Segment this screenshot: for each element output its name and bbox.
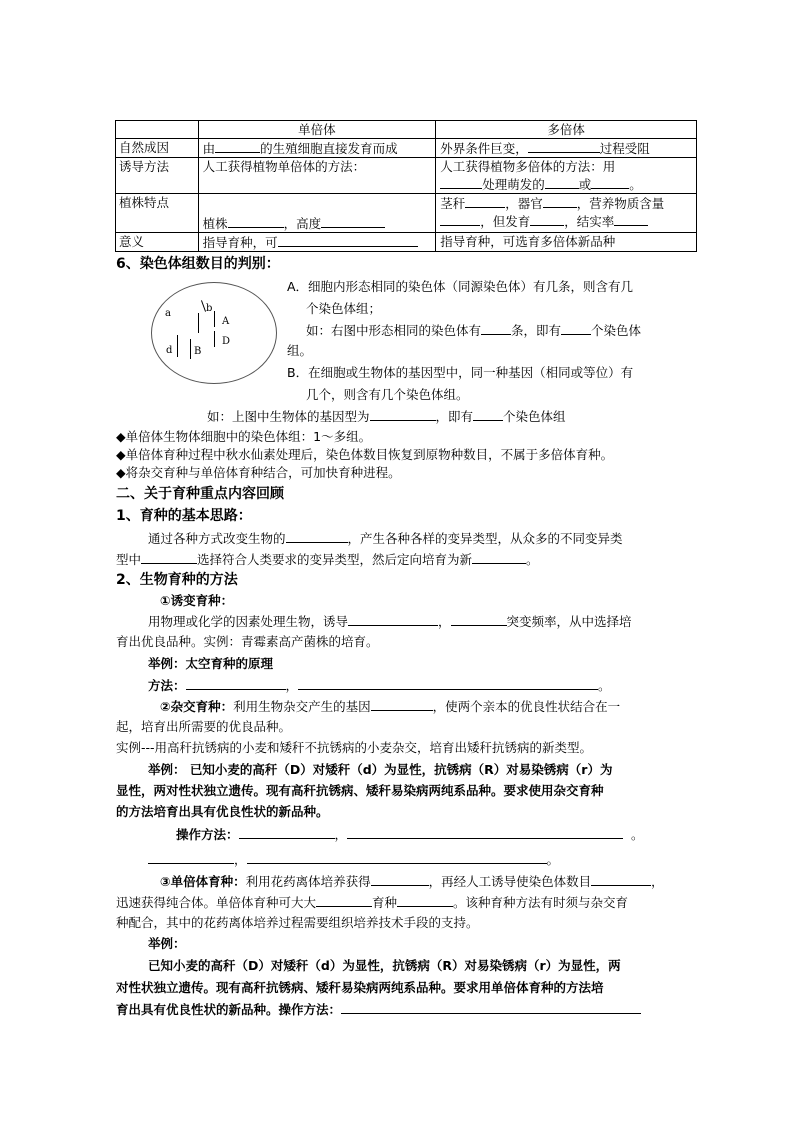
blank-line [247, 850, 547, 864]
blank-line [528, 139, 600, 153]
table-row [116, 194, 697, 233]
example-2-line: 的方法培育出具有优良性状的新品种。 [116, 804, 329, 819]
blank-line [371, 872, 429, 886]
blank-line [440, 212, 480, 226]
chromosome-A [214, 311, 215, 327]
blank-line [278, 233, 418, 247]
example-2-operation-cont: ， 。 [148, 850, 559, 869]
table-header-cell: 单倍体 [198, 121, 436, 139]
table-header-row [116, 121, 697, 139]
table-row [116, 233, 697, 252]
blank-line [481, 321, 511, 335]
blank-line [215, 139, 260, 153]
paragraph-line: 实例---用高秆抗锈病的小麦和矮秆不抗锈病的小麦杂交，培育出矮秆抗锈病的新类型。 [116, 740, 593, 755]
table-cell: 人工获得植物单倍体的方法： [198, 158, 436, 194]
label-d: d [166, 345, 173, 356]
genotype-example: 如：上图中生物体的基因型为 ，即有 个染色体组 [207, 409, 566, 424]
blank-line [561, 321, 591, 335]
blank-line [397, 893, 453, 907]
paragraph-line: 种配合，其中的花药离体培养过程需要组织培养技术手段的支持。 [116, 915, 479, 930]
rule-b-line2: 几个，则含有几个染色体组。 [306, 387, 469, 402]
note-2: ◆单倍体育种过程中秋水仙素处理后，染色体数目恢复到原物种数目，不属于多倍体育种。 [116, 447, 614, 462]
row-label: 植株特点 [116, 194, 199, 233]
haploid-polyploid-table [115, 120, 697, 252]
paragraph-line: 育出优良品种。实例：青霉素高产菌株的培育。 [116, 634, 379, 649]
table-cell: 茎秆 ，器官 ，营养物质含量 ，但发育 ，结实率 [436, 194, 697, 233]
table-header-cell: 多倍体 [436, 121, 697, 139]
table-header-cell [116, 121, 199, 139]
paragraph-line: 起，培育出所需要的优良品种。 [116, 719, 292, 734]
blank-line [286, 529, 348, 543]
row-label: 意义 [116, 233, 199, 252]
example-2-line: 显性，两对性状独立遗传。现有高秆抗锈病、矮秆易染病两纯系品种。要求使用杂交育种 [116, 783, 604, 798]
method-2-line: ②杂交育种：利用生物杂交产生的基因 ，使两个亲本的优良性状结合在一 [160, 699, 621, 714]
table-cell: 外界条件巨变， 过程受阻 [436, 139, 697, 158]
label-D: D [222, 336, 231, 347]
example-2-operation: 操作方法： ， 。 [176, 827, 644, 842]
example-1-title: 举例：太空育种的原理 [148, 656, 274, 671]
label-a: a [165, 308, 171, 319]
section-6-title: 6、染色体组数目的判别： [116, 256, 280, 272]
chromosome-B [190, 339, 191, 359]
blank-line [316, 893, 372, 907]
label-A: A [222, 316, 230, 327]
paragraph-line: 迅速获得纯合体。单倍体育种可大大 育种 。该种育种方法有时须与杂交育 [116, 895, 629, 910]
method-1-title: ①诱变育种： [160, 593, 234, 608]
blank-line [321, 214, 385, 228]
label-b: b [206, 303, 213, 314]
blank-line [239, 825, 335, 839]
example-2-line: 举例： 已知小麦的高秆（D）对矮秆（d）为显性，抗锈病（R）对易染锈病（r）为 [148, 762, 613, 777]
rule-a-example: 如：右图中形态相同的染色体有 条，即有 个染色体 [306, 323, 642, 338]
subsection-1-title: 1、育种的基本思路： [116, 508, 252, 524]
cell-diagram [151, 282, 277, 384]
chromosome-d [177, 335, 178, 357]
table-row [116, 139, 697, 158]
subsection-2-title: 2、生物育种的方法 [116, 572, 238, 588]
example-1-method: 方法： ， 。 [148, 678, 611, 693]
note-3: ◆将杂交育种与单倍体育种结合，可加快育种进程。 [116, 465, 401, 480]
table-cell: 植株 ，高度 [198, 194, 436, 233]
blank-line [347, 825, 623, 839]
table-cell: 由 的生殖细胞直接发育而成 [198, 139, 436, 158]
blank-line [298, 676, 598, 690]
rule-a-line2: 个染色体组； [306, 301, 382, 316]
blank-line [141, 550, 197, 564]
blank-line [473, 407, 503, 421]
blank-line [530, 212, 564, 226]
row-label: 自然成因 [116, 139, 199, 158]
rule-a-line1: A．细胞内形态相同的染色体（同源染色体）有几条，则含有几 [287, 279, 634, 294]
blank-line [451, 612, 507, 626]
example-3-line: 已知小麦的高秆（D）对矮秆（d）为显性，抗锈病（R）对易染锈病（r）为显性，两 [148, 958, 621, 973]
example-3-operation: 育出具有优良性状的新品种。操作方法： [116, 1000, 641, 1019]
rule-a-line4: 组。 [287, 343, 313, 358]
label-B: B [194, 346, 202, 357]
blank-line [440, 175, 482, 189]
blank-line [371, 697, 433, 711]
chromosome-D [214, 331, 215, 347]
blank-line [341, 1000, 641, 1014]
blank-line [348, 612, 438, 626]
table-cell: 指导育种，可选育多倍体新品种 [436, 233, 697, 252]
paragraph-line: 用物理或化学的因素处理生物，诱导 ， 突变频率，从中选择培 [148, 614, 632, 629]
blank-line [591, 872, 651, 886]
part-2-title: 二、关于育种重点内容回顾 [116, 486, 284, 502]
example-3-title: 举例： [148, 936, 186, 951]
blank-line [186, 676, 286, 690]
blank-line [465, 194, 505, 208]
table-cell: 人工获得植物多倍体的方法：用 处理萌发的 或 。 [436, 158, 697, 194]
row-label: 诱导方法 [116, 158, 199, 194]
example-3-line: 对性状独立遗传。现有高秆抗锈病、矮秆易染病两纯系品种。要求用单倍体育种的方法培 [116, 980, 604, 995]
blank-line [591, 175, 629, 189]
paragraph-line: 通过各种方式改变生物的 ，产生各种各样的变异类型，从众多的不同变异类 [148, 531, 623, 546]
blank-line [545, 175, 579, 189]
table-cell: 指导育种，可 [198, 233, 436, 252]
method-3-line: ③单倍体育种：利用花药离体培养获得 ，再经人工诱导使染色体数目 ， [160, 874, 664, 889]
blank-line [543, 194, 577, 208]
blank-line [614, 212, 648, 226]
blank-line [472, 550, 526, 564]
blank-line [370, 407, 436, 421]
blank-line [228, 214, 284, 228]
note-1: ◆单倍体生物体细胞中的染色体组：1～多组。 [116, 429, 372, 444]
rule-b-line1: B．在细胞或生物体的基因型中，同一种基因（相同或等位）有 [287, 365, 634, 380]
chromosome-a [198, 313, 199, 333]
paragraph-line: 型中 选择符合人类要求的变异类型，然后定向培育为新 。 [116, 552, 539, 567]
blank-line [148, 850, 234, 864]
table-row [116, 158, 697, 194]
